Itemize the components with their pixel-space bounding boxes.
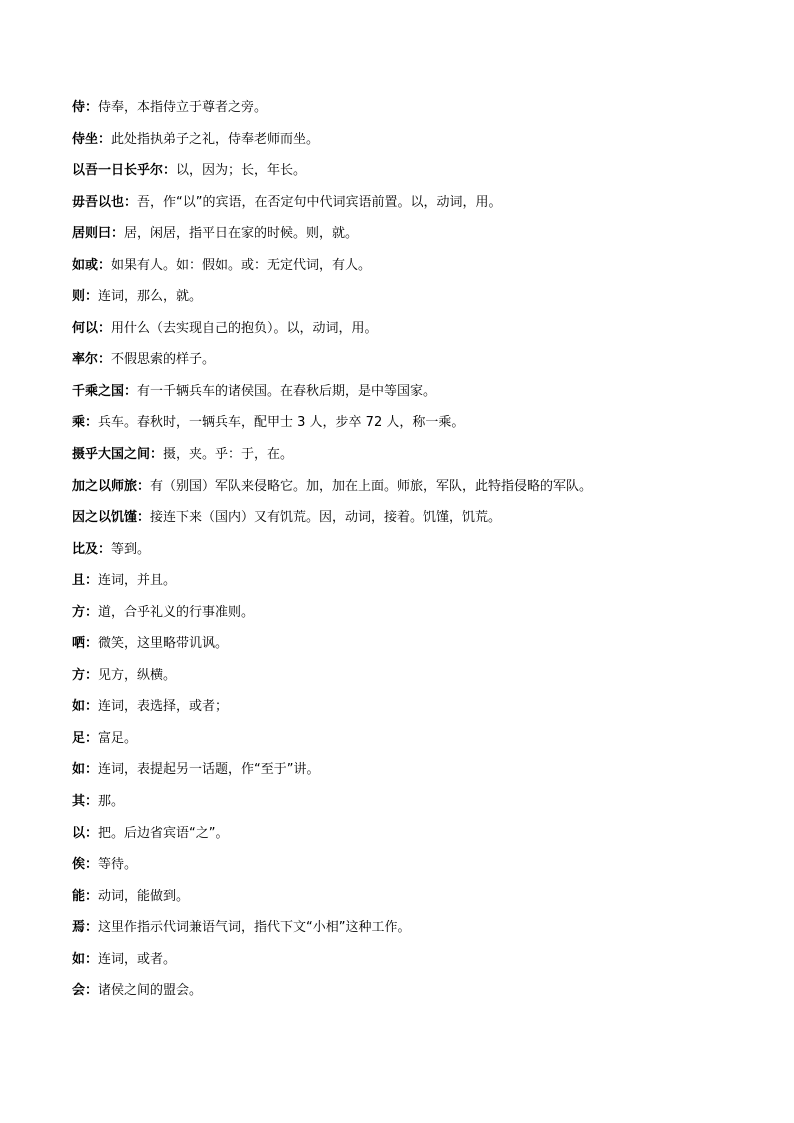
glossary-entry xyxy=(72,824,732,856)
glossary-definition: 这里作指示代词兼语气词，指代下文“小相”这种工作。 xyxy=(98,920,411,936)
glossary-definition: 吾，作“以”的宾语，在否定句中代词宾语前置。以，动词，用。 xyxy=(137,194,502,210)
glossary-definition: 侍奉，本指侍立于尊者之旁。 xyxy=(98,100,268,115)
glossary-term: 侍： xyxy=(72,100,99,115)
glossary-term: 足： xyxy=(72,730,99,746)
glossary-definition: 连词，并且。 xyxy=(98,573,177,589)
glossary-definition: 诸侯之间的盟会。 xyxy=(98,983,203,999)
glossary-definition: 微笑，这里略带讥讽。 xyxy=(98,636,229,652)
glossary-definition: 此处指执弟子之礼，侍奉老师而坐。 xyxy=(111,131,320,147)
glossary-term: 居则曰： xyxy=(72,226,125,242)
glossary-entry xyxy=(72,319,732,351)
glossary-definition: 以，因为；长，年长。 xyxy=(176,163,307,179)
glossary-definition: 富足。 xyxy=(98,730,138,746)
glossary-term: 会： xyxy=(72,983,99,999)
glossary-entry xyxy=(72,634,732,666)
glossary-definition: 见方，纵横。 xyxy=(98,667,177,683)
glossary-entry xyxy=(72,760,732,792)
glossary-entry xyxy=(72,508,732,540)
glossary-entry xyxy=(72,445,732,477)
glossary-definition: 道，合乎礼义的行事准则。 xyxy=(98,604,255,620)
glossary-term: 焉： xyxy=(72,920,99,936)
glossary-term: 方： xyxy=(72,667,99,683)
glossary-entry xyxy=(72,287,732,319)
glossary-entry xyxy=(72,603,732,635)
glossary-definition: 那。 xyxy=(98,794,125,810)
glossary-definition: 居，闲居，指平日在家的时候。则，就。 xyxy=(124,226,359,242)
glossary-entry xyxy=(72,887,732,919)
glossary-term: 如： xyxy=(72,762,99,778)
glossary-term: 千乘之国： xyxy=(72,383,138,399)
glossary-term: 摄乎大国之间： xyxy=(72,447,164,463)
glossary-term: 以吾一日长乎尔： xyxy=(72,163,177,179)
glossary-term: 且： xyxy=(72,573,99,589)
glossary-entry xyxy=(72,540,732,572)
glossary-entry xyxy=(72,981,732,1013)
glossary-term: 率尔： xyxy=(72,352,112,368)
glossary-entry xyxy=(72,350,732,382)
glossary-term: 则： xyxy=(72,289,99,305)
glossary-definition: 连词，表选择，或者； xyxy=(98,699,229,715)
glossary-definition: 等到。 xyxy=(111,541,151,557)
glossary-definition: 不假思索的样子。 xyxy=(111,352,216,368)
glossary-definition: 把。后边省宾语“之”。 xyxy=(98,825,229,841)
glossary-definition: 连词，那么，就。 xyxy=(98,289,203,305)
glossary-definition: 连词，表提起另一话题，作“至于”讲。 xyxy=(98,762,320,778)
glossary-term: 其： xyxy=(72,794,99,810)
glossary-definition: 有一千辆兵车的诸侯国。在春秋后期，是中等国家。 xyxy=(137,383,437,399)
glossary-definition: 动词，能做到。 xyxy=(98,888,190,904)
glossary-term: 能： xyxy=(72,888,99,904)
glossary-term: 如： xyxy=(72,699,99,715)
glossary-term: 哂： xyxy=(72,636,99,652)
glossary-entry xyxy=(72,950,732,982)
glossary-term: 侍坐： xyxy=(72,131,112,147)
glossary-definition: 用什么（去实现自己的抱负）。以，动词，用。 xyxy=(111,320,378,336)
glossary-entry xyxy=(72,477,732,509)
glossary-entry xyxy=(72,382,732,414)
glossary-entry xyxy=(72,697,732,729)
glossary-entry xyxy=(72,413,732,445)
glossary-entry xyxy=(72,98,732,130)
glossary-term: 以： xyxy=(72,825,99,841)
glossary-term: 方： xyxy=(72,604,99,620)
glossary-entry xyxy=(72,193,732,225)
glossary-definition: 兵车。春秋时，一辆兵车，配甲士 3 人，步卒 72 人，称一乘。 xyxy=(98,415,465,431)
glossary-entry xyxy=(72,224,732,256)
glossary-definition: 接连下来（国内）又有饥荒。因，动词，接着。饥馑，饥荒。 xyxy=(150,510,502,526)
glossary-term: 如或： xyxy=(72,257,112,273)
glossary-entry xyxy=(72,130,732,162)
glossary-entry xyxy=(72,666,732,698)
glossary-entry xyxy=(72,161,732,193)
glossary-term: 如： xyxy=(72,951,99,967)
glossary-entry xyxy=(72,918,732,950)
glossary-term: 加之以师旅： xyxy=(72,478,151,494)
glossary-definition: 摄，夹。乎：于，在。 xyxy=(163,447,294,463)
glossary-entry xyxy=(72,729,732,761)
glossary-term: 何以： xyxy=(72,320,112,336)
glossary-entry xyxy=(72,256,732,288)
glossary-entry xyxy=(72,792,732,824)
glossary-definition: 如果有人。如：假如。或：无定代词，有人。 xyxy=(111,257,372,273)
glossary-definition: 等待。 xyxy=(98,857,138,873)
glossary-term: 俟： xyxy=(72,857,99,873)
glossary-entry xyxy=(72,571,732,603)
glossary-definition: 有（别国）军队来侵略它。加，加在上面。师旅，军队，此特指侵略的军队。 xyxy=(150,478,593,494)
glossary-list xyxy=(72,98,732,1013)
glossary-definition: 连词，或者。 xyxy=(98,951,177,967)
glossary-term: 比及： xyxy=(72,541,112,557)
glossary-term: 毋吾以也： xyxy=(72,194,138,210)
glossary-entry xyxy=(72,855,732,887)
glossary-term: 乘： xyxy=(72,415,99,431)
glossary-term: 因之以饥馑： xyxy=(72,510,151,526)
